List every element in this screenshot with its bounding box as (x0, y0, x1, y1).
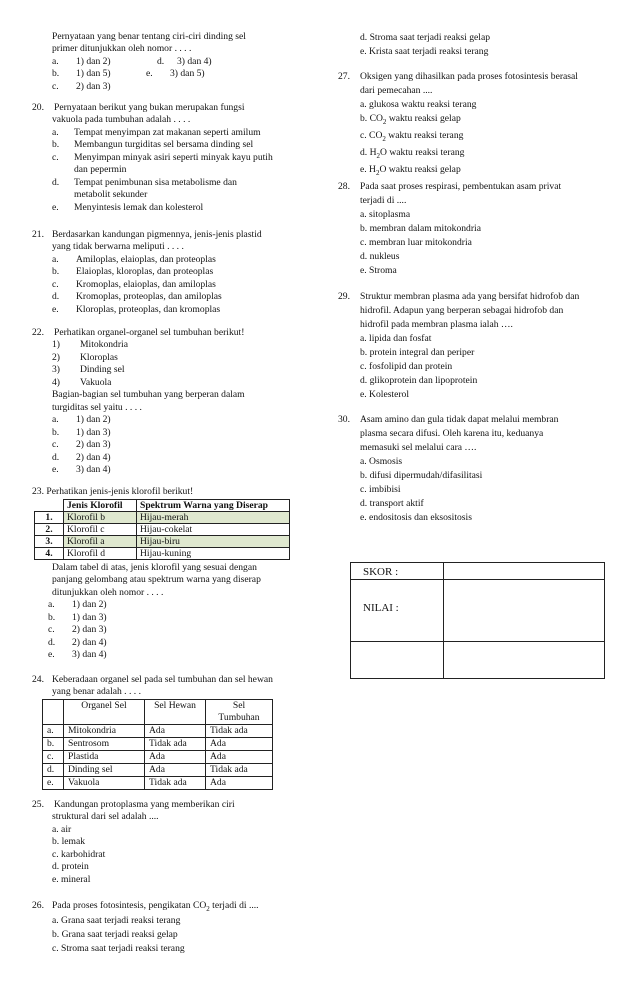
question-number: 22. (32, 327, 44, 338)
option-b: b. Elaioplas, kloroplas, dan proteoplas (52, 266, 214, 278)
option-letter: d. (157, 55, 165, 67)
question-text: Pada proses fotosintesis, pengikatan $CO_2$ terjadi di .... (52, 900, 259, 913)
question-20 (32, 102, 314, 214)
option-b: b. $CO_2$ waktu reaksi gelap (360, 113, 461, 126)
option-a: a. Amiloplas, elaioplas, dan proteoplas (52, 253, 216, 265)
question-text-line: Asam amino dan gula tidak dapat melalui membran (360, 414, 559, 425)
question-27 (338, 70, 634, 180)
option-a: a. lipida dan fosfat (360, 333, 432, 344)
table-row: 1. Klorofil b Hijau-merah (35, 512, 290, 524)
table-row: d. Dinding sel Ada Tidak ada (43, 764, 273, 777)
option-c: c. 2) dan 3) (52, 439, 111, 451)
option-b: b. lemak (52, 836, 86, 848)
question-text-line: Pernyataan berikut yang bukan merupakan fungsi (54, 102, 245, 113)
option-d: d. protein (52, 861, 89, 873)
option-e: e. endositosis dan eksositosis (360, 512, 472, 523)
option-c: c. Stroma saat terjadi reaksi terang (52, 943, 185, 954)
list-item: 4) Vakuola (52, 376, 112, 388)
question-text-line: panjang gelombang atau spektrum warna yang diserap (52, 574, 261, 586)
question-number: 24. (32, 674, 44, 685)
table-row: 4. Klorofil d Hijau-kuning (35, 548, 290, 560)
question-number: 23. (32, 486, 44, 497)
option-e: e. 3) dan 4) (52, 464, 111, 476)
option-a: a. Grana saat terjadi reaksi terang (52, 915, 181, 926)
question-text-line: yang tidak berwarna meliputi . . . . (52, 241, 184, 253)
option-c: c. $CO_2$ waktu reaksi terang (360, 129, 464, 143)
table-header: Spektrum Warna yang Diserap (137, 500, 290, 512)
option-d: d. Stroma saat terjadi reaksi gelap (360, 32, 491, 43)
option-row (52, 68, 312, 81)
option-b: b. 1) dan 3) (52, 426, 111, 438)
option-d: d. Tempat penimbunan sisa metabolisme dan metabolit sekunder (52, 176, 237, 201)
option-d: d. 2) dan 4) (52, 451, 111, 463)
table-header-row (43, 700, 273, 725)
question-number: 29. (338, 291, 350, 302)
option-d: d. $H_2O$ waktu reaksi terang (360, 146, 465, 160)
score-box (350, 562, 605, 679)
question-text-line: Oksigen yang dihasilkan pada proses fotosintesis berasal (360, 71, 578, 82)
option-b: b. protein integral dan periper (360, 347, 475, 358)
option-b: b. difusi dipermudah/difasilitasi (360, 470, 483, 481)
table-header: Jenis Klorofil (64, 500, 137, 512)
question-text-line: hidrofil pada membran plasma ialah …. (360, 319, 513, 330)
question-text-line: Kandungan protoplasma yang memberikan ciri (54, 799, 235, 810)
question-number: 28. (338, 181, 350, 192)
option-letter: c. (52, 80, 59, 92)
option-e: e. Kloroplas, proteoplas, dan kromoplas (52, 303, 221, 315)
list-item: 3) Dinding sel (52, 364, 125, 376)
question-number: 27. (338, 71, 350, 82)
option-c: c. 2) dan 3) (48, 624, 107, 636)
question-text-line: vakuola pada tumbuhan adalah . . . . (52, 114, 191, 126)
option-c: c. Menyimpan minyak asiri seperti minyak kayu putih dan pepermin (52, 151, 273, 176)
question-text-line: Bagian-bagian sel tumbuhan yang berperan dalam (52, 389, 245, 401)
option-b: b. 1) dan 3) (48, 611, 107, 623)
question-21 (32, 229, 314, 316)
question-number: 30. (338, 414, 350, 425)
option-c: c. karbohidrat (52, 848, 106, 860)
question-text-line: Dalam tabel di atas, jenis klorofil yang sesuai dengan (52, 562, 257, 573)
question-28 (338, 180, 634, 278)
option-a: a. 1) dan 2) (48, 599, 107, 611)
option-d: d. glikoprotein dan lipoprotein (360, 375, 478, 386)
option-c: c. imbibisi (360, 484, 401, 495)
organelle-table (42, 699, 273, 790)
option-letter: a. (52, 55, 59, 67)
option-e: e. Kolesterol (360, 389, 410, 400)
question-text-line: Pada saat proses respirasi, pembentukan asam privat (360, 181, 562, 192)
table-row: e. Vakuola Tidak ada Ada (43, 777, 273, 790)
list-item: 2) Kloroplas (52, 351, 118, 363)
option-e: e. 3) dan 4) (48, 649, 107, 661)
question-25 (32, 799, 314, 886)
table-row: a. Mitokondria Ada Tidak ada (43, 725, 273, 738)
table-header: Sel Hewan (145, 700, 206, 725)
option-e: e. Krista saat terjadi reaksi terang (360, 46, 489, 57)
question-text-line: plasma secara difusi. Oleh karena itu, keduanya (360, 428, 544, 439)
list-item: 1) Mitokondria (52, 339, 128, 351)
option-b: b. Grana saat terjadi reaksi gelap (52, 929, 178, 940)
option-letter: b. (52, 68, 60, 80)
option-row (52, 56, 312, 69)
option-c: c. membran luar mitokondria (360, 237, 472, 248)
score-label: SKOR : (363, 566, 399, 578)
question-29 (338, 290, 634, 402)
table-row: b. Sentrosom Tidak ada Ada (43, 738, 273, 751)
question-number: 20. (32, 102, 44, 113)
option-e: e. mineral (52, 873, 91, 885)
option-a: a. air (52, 823, 72, 835)
question-number: 26. (32, 900, 44, 911)
table-row: 2. Klorofil c Hijau-cokelat (35, 524, 290, 536)
grade-label: NILAI : (363, 602, 399, 614)
option-e: e. Menyintesis lemak dan kolesterol (52, 201, 204, 213)
question-26 (32, 900, 316, 956)
option-d: d. nukleus (360, 251, 400, 262)
option-b: b. membran dalam mitokondria (360, 223, 481, 234)
option-c: c. fosfolipid dan protein (360, 361, 453, 372)
question-text-line: yang benar adalah . . . . (52, 686, 141, 698)
option-a: a. glukosa waktu reaksi terang (360, 99, 477, 110)
option-c: c. Kromoplas, elaioplas, dan amiloplas (52, 278, 216, 290)
question-number: 25. (32, 799, 44, 810)
option-a: a. sitoplasma (360, 209, 411, 220)
option-text: 2) dan 3) (76, 80, 111, 92)
question-text: Perhatikan jenis-jenis klorofil berikut! (46, 486, 194, 497)
question-text-line: Struktur membran plasma ada yang bersifat hidrofob dan (360, 291, 580, 302)
question-text-line: struktural dari sel adalah .... (52, 811, 159, 823)
option-e: e. $H_2O$ waktu reaksi gelap (360, 163, 461, 177)
option-text: 1) dan 5) (76, 68, 111, 80)
question-text-line: Berdasarkan kandungan pigmennya, jenis-jenis plastid (52, 229, 262, 240)
option-a: a. Osmosis (360, 456, 403, 467)
question-26-continued (360, 31, 630, 59)
option-d: d. 2) dan 4) (48, 636, 107, 648)
option-d: d. transport aktif (360, 498, 424, 509)
table-header: Sel Tumbuhan (206, 700, 273, 725)
option-text: 3) dan 4) (177, 55, 212, 67)
question-23 (32, 486, 314, 498)
option-b: b. Membangun turgiditas sel bersama dinding sel (52, 139, 254, 151)
table-row: c. Plastida Ada Ada (43, 751, 273, 764)
question-number: 21. (32, 229, 44, 240)
question-text-line: Keberadaan organel sel pada sel tumbuhan dan sel hewan (52, 674, 273, 685)
question-text-line: terjadi di .... (360, 195, 407, 206)
question-22 (32, 327, 314, 477)
chlorophyll-table (34, 499, 290, 560)
option-text: 3) dan 5) (170, 68, 205, 80)
option-text: 1) dan 2) (76, 55, 111, 67)
question-19 (52, 31, 312, 93)
question-text-line: dari pemecahan .... (360, 85, 433, 96)
question-text-line: memasuki sel melalui cara …. (360, 442, 477, 453)
option-a: a. 1) dan 2) (52, 414, 111, 426)
option-row (52, 81, 312, 94)
table-row: 3. Klorofil a Hijau-biru (35, 536, 290, 548)
question-23-body (38, 562, 314, 662)
table-header-row (35, 500, 290, 512)
question-text-line: turgiditas sel yaitu . . . . (52, 401, 142, 413)
question-19-text-line: Pernyataan yang benar tentang ciri-ciri dinding sel (52, 31, 246, 42)
question-30 (338, 413, 634, 525)
question-text-line: Perhatikan organel-organel sel tumbuhan berikut! (54, 327, 245, 338)
question-24 (32, 674, 314, 699)
option-d: d. Kromoplas, proteoplas, dan amiloplas (52, 291, 222, 303)
question-text-line: ditunjukkan oleh nomor . . . . (52, 586, 164, 598)
option-e: e. Stroma (360, 265, 397, 276)
option-a: a. Tempat menyimpan zat makanan seperti amilum (52, 126, 261, 138)
question-text-line: hidrofil. Adapun yang berperan sebagai hidrofob dan (360, 305, 564, 316)
question-19-text-line: primer ditunjukkan oleh nomor . . . . (52, 43, 192, 55)
option-letter: e. (146, 68, 153, 80)
table-header: Organel Sel (64, 700, 145, 725)
